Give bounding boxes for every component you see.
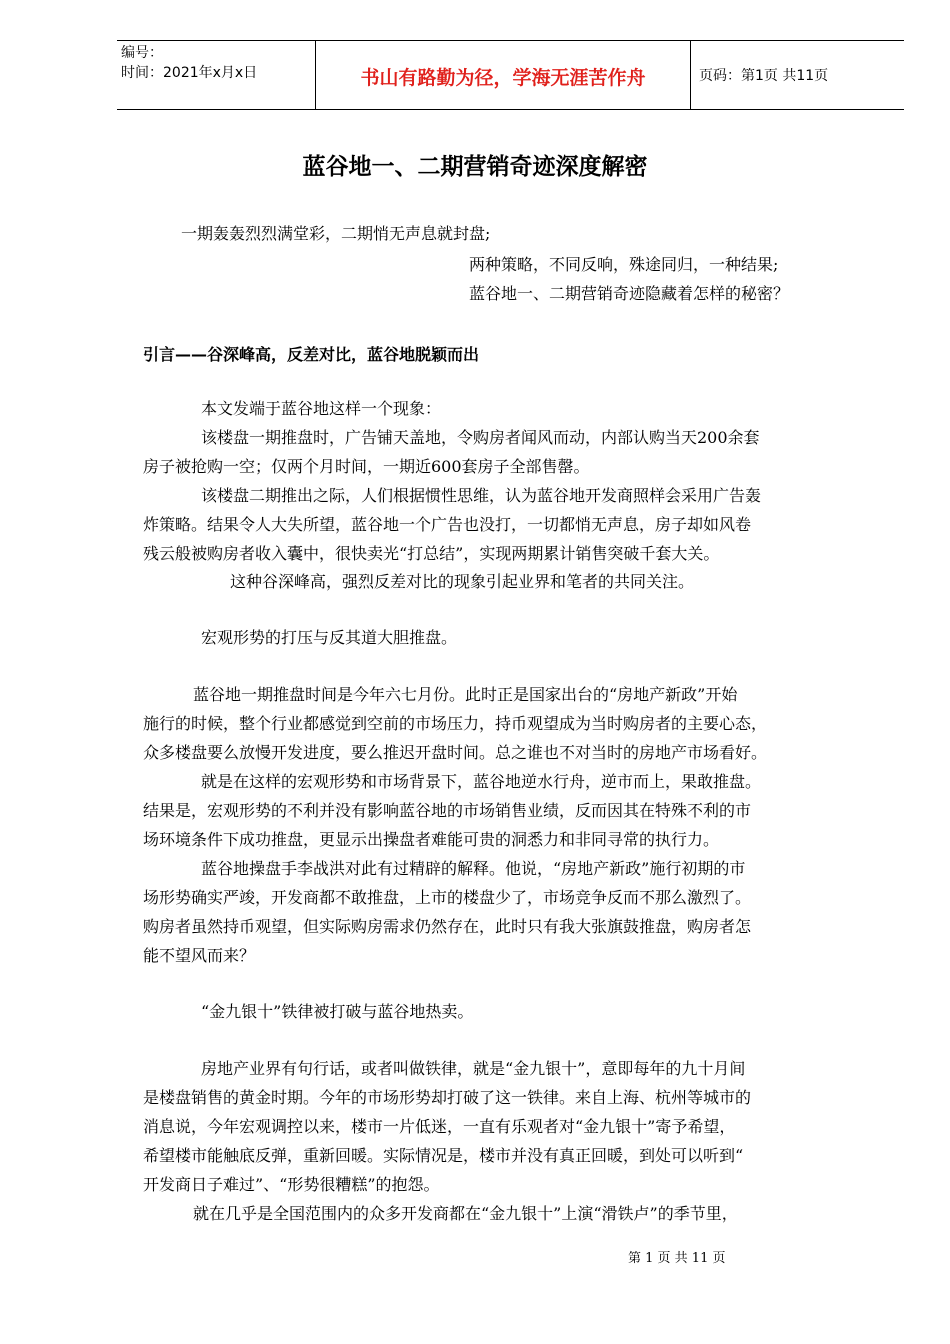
header-divider	[690, 41, 691, 109]
body-line: 蓝谷地操盘手李战洪对此有过精辟的解释。他说，“房地产新政”施行初期的市	[201, 859, 746, 878]
body-line: 炸策略。结果令人大失所望，蓝谷地一个广告也没打，一切都悄无声息，房子却如风卷	[143, 515, 752, 534]
intro-line: 两种策略，不同反响，殊途同归，一种结果;	[469, 255, 779, 274]
body-line: 开发商日子难过”、“形势很糟糕”的抱怨。	[143, 1175, 440, 1194]
body-line: 购房者虽然持币观望，但实际购房需求仍然存在，此时只有我大张旗鼓推盘，购房者怎	[143, 917, 752, 936]
body-line: 场形势确实严竣，开发商都不敢推盘，上市的楼盘少了，市场竞争反而不那么激烈了。	[143, 888, 752, 907]
header-motto: 书山有路勤为径，学海无涯苦作舟	[360, 67, 646, 89]
body-line: 就在几乎是全国范围内的众多开发商都在“金九银十”上演“滑铁卢”的季节里，	[193, 1204, 738, 1223]
time-label: 时间：2021年x月x日	[121, 65, 258, 81]
document-header	[117, 40, 904, 110]
body-line: 该楼盘一期推盘时，广告铺天盖地，令购房者闻风而动，内部认购当天200余套	[201, 428, 760, 447]
body-line: 希望楼市能触底反弹，重新回暖。实际情况是，楼市并没有真正回暖，到处可以听到“	[143, 1146, 744, 1165]
header-meta	[121, 43, 257, 83]
body-line: 房子被抢购一空；仅两个月时间，一期近600套房子全部售罄。	[143, 457, 590, 476]
document-title: 蓝谷地一、二期营销奇迹深度解密	[302, 154, 648, 180]
page-footer: 第 1 页 共 11 页	[628, 1251, 726, 1266]
body-line: 房地产业界有句行话，或者叫做铁律，就是“金九银十”，意即每年的九十月间	[201, 1059, 746, 1078]
body-line: 这种谷深峰高，强烈反差对比的现象引起业界和笔者的共同关注。	[230, 572, 695, 591]
subheading: “金九银十”铁律被打破与蓝谷地热卖。	[201, 1002, 474, 1021]
subheading: 宏观形势的打压与反其道大胆推盘。	[201, 628, 458, 647]
number-label: 编号：	[121, 45, 163, 61]
body-line: 能不望风而来？	[143, 946, 256, 965]
body-line: 众多楼盘要么放慢开发进度，要么推迟开盘时间。总之谁也不对当时的房地产市场看好。	[143, 743, 768, 762]
body-line: 场环境条件下成功推盘，更显示出操盘者难能可贵的洞悉力和非同寻常的执行力。	[143, 830, 720, 849]
body-line: 结果是，宏观形势的不利并没有影响蓝谷地的市场销售业绩，反而因其在特殊不利的市	[143, 801, 752, 820]
body-line: 该楼盘二期推出之际，人们根据惯性思维，认为蓝谷地开发商照样会采用广告轰	[201, 486, 762, 505]
body-line: 施行的时候，整个行业都感觉到空前的市场压力，持币观望成为当时购房者的主要心态，	[143, 714, 768, 733]
body-line: 是楼盘销售的黄金时期。今年的市场形势却打破了这一铁律。来自上海、杭州等城市的	[143, 1088, 752, 1107]
body-line: 本文发端于蓝谷地这样一个现象：	[201, 399, 442, 418]
page-label: 页码：第1页 共11页	[699, 68, 829, 84]
section-heading: 引言——谷深峰高，反差对比，蓝谷地脱颖而出	[143, 345, 480, 364]
intro-line: 一期轰轰烈烈满堂彩，二期悄无声息就封盘;	[181, 224, 491, 243]
body-line: 残云般被购房者收入囊中，很快卖光“打总结”，实现两期累计销售突破千套大关。	[143, 544, 720, 563]
body-line: 消息说，今年宏观调控以来，楼市一片低迷，一直有乐观者对“金九银十”寄予希望，	[143, 1117, 736, 1136]
body-line: 就是在这样的宏观形势和市场背景下，蓝谷地逆水行舟，逆市而上，果敢推盘。	[201, 772, 762, 791]
intro-line: 蓝谷地一、二期营销奇迹隐藏着怎样的秘密？	[469, 284, 790, 303]
body-line: 蓝谷地一期推盘时间是今年六七月份。此时正是国家出台的“房地产新政”开始	[193, 685, 738, 704]
